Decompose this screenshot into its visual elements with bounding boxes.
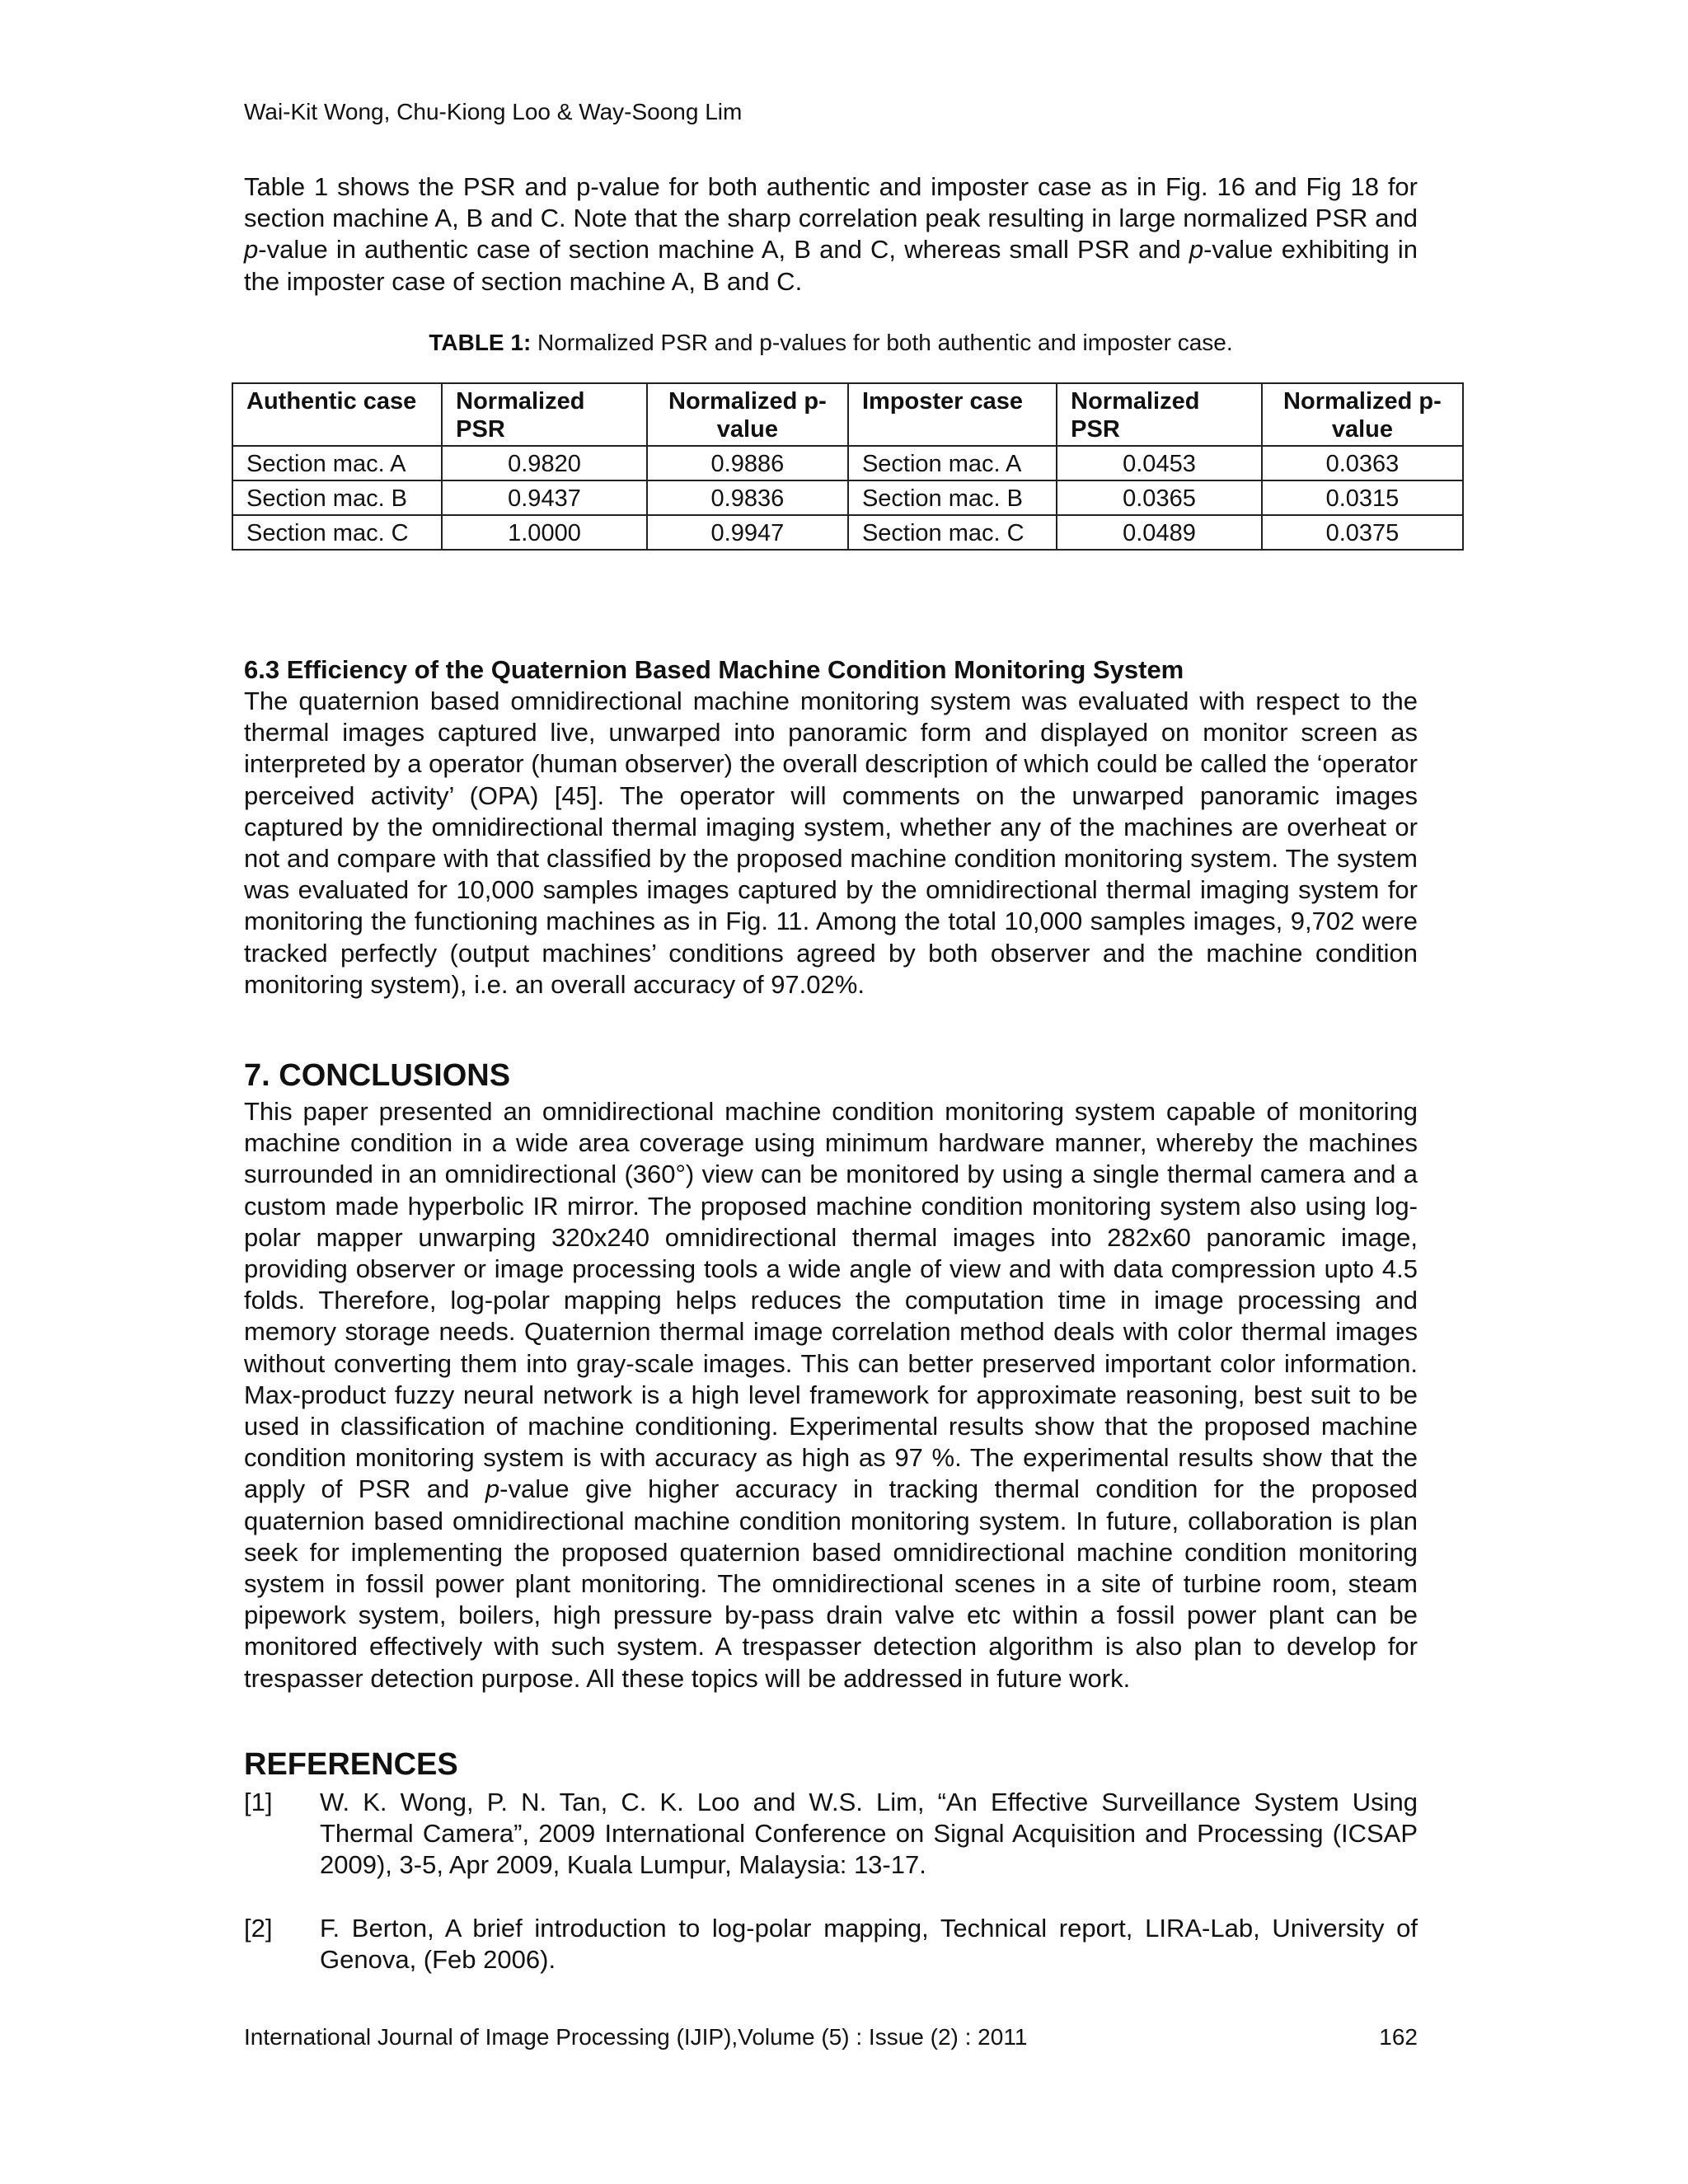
cell-imposter-case: Section mac. C — [848, 515, 1057, 550]
table-caption-text: Normalized PSR and p-values for both authentic and imposter case. — [531, 330, 1233, 355]
cell-authentic-pvalue: 0.9836 — [647, 480, 848, 515]
intro-text: Table 1 shows the PSR and p-value for both authentic and imposter case as in Fig. 16 and Fig 18 for section machine A, B and C. Note that the sharp correlation peak resulting in large normalized PSR and p-value in authentic case of section machine A, B and C, whereas small PSR and p-value exhibiting in the imposter case of section machine A, B and C. — [244, 172, 1418, 296]
cell-authentic-pvalue: 0.9947 — [647, 515, 848, 550]
header-normalized-psr-imposter: Normalized PSR — [1057, 383, 1262, 446]
reference-item — [244, 1787, 1418, 1882]
running-head: Wai-Kit Wong, Chu-Kiong Loo & Way-Soong Lim — [244, 99, 743, 124]
footer-page-number: 162 — [1379, 2024, 1418, 2050]
header-imposter-case: Imposter case — [848, 383, 1057, 446]
section-6-3 — [244, 654, 1418, 1001]
reference-number: [2] — [244, 1913, 273, 1943]
references-heading: REFERENCES — [244, 1747, 458, 1782]
cell-authentic-case: Section mac. C — [232, 515, 442, 550]
table-row — [232, 480, 1463, 515]
header-normalized-pvalue-authentic: Normalized p-value — [647, 383, 848, 446]
cell-imposter-case: Section mac. B — [848, 480, 1057, 515]
cell-authentic-psr: 1.0000 — [442, 515, 647, 550]
conclusions-heading: 7. CONCLUSIONS — [244, 1058, 511, 1093]
footer-journal: International Journal of Image Processing (IJIP),Volume (5) : Issue (2) : 2011 — [244, 2024, 1028, 2050]
cell-authentic-pvalue: 0.9886 — [647, 446, 848, 480]
reference-text: F. Berton, A brief introduction to log-polar mapping, Technical report, LIRA-Lab, University of Genova, (Feb 2006). — [320, 1913, 1418, 1974]
cell-imposter-psr: 0.0365 — [1057, 480, 1262, 515]
conclusions-body — [244, 1096, 1418, 1694]
table-row — [232, 515, 1463, 550]
intro-paragraph — [244, 171, 1418, 298]
header-normalized-pvalue-imposter: Normalized p-value — [1262, 383, 1463, 446]
cell-imposter-pvalue: 0.0375 — [1262, 515, 1463, 550]
section-6-3-heading: 6.3 Efficiency of the Quaternion Based Machine Condition Monitoring System — [244, 655, 1184, 684]
header-normalized-psr-authentic: Normalized PSR — [442, 383, 647, 446]
cell-authentic-case: Section mac. A — [232, 446, 442, 480]
cell-imposter-pvalue: 0.0363 — [1262, 446, 1463, 480]
conclusions-text: This paper presented an omnidirectional machine condition monitoring system capable of monitoring machine condition in a wide area coverage using minimum hardware manner, whereby the machines surrounded in an omnidirectional (360°) view can be monitored by using a single thermal camera and a custom made hyperbolic IR mirror. The proposed machine condition monitoring system also using log-polar mapper unwarping 320x240 omnidirectional thermal images into 282x60 panoramic image, providing observer or image processing tools a wide angle of view and with data compression upto 4.5 folds. Therefore, log-polar mapping helps reduces the computation time in image processing and memory storage needs. Quaternion thermal image correlation method deals with color thermal images without converting them into gray-scale images. This can better preserved important color information. Max-product fuzzy neural network is a high level framework for approximate reasoning, best suit to be used in classification of machine conditioning. Experimental results show that the proposed machine condition monitoring system is with accuracy as high as 97 %. The experimental results show that the apply of PSR and p-value give higher accuracy in tracking thermal condition for the proposed quaternion based omnidirectional machine condition monitoring system. In future, collaboration is plan seek for implementing the proposed quaternion based omnidirectional machine condition monitoring system in fossil power plant monitoring. The omnidirectional scenes in a site of turbine room, steam pipework system, boilers, high pressure by-pass drain valve etc within a fossil power plant can be monitored effectively with such system. A trespasser detection algorithm is also plan to develop for trespasser detection purpose. All these topics will be addressed in future work. — [244, 1097, 1418, 1693]
cell-imposter-pvalue: 0.0315 — [1262, 480, 1463, 515]
results-table — [232, 382, 1464, 551]
table-row — [232, 446, 1463, 480]
table-header-row — [232, 383, 1463, 446]
cell-authentic-case: Section mac. B — [232, 480, 442, 515]
cell-authentic-psr: 0.9437 — [442, 480, 647, 515]
table-caption-label: TABLE 1: — [429, 330, 532, 355]
references-list — [244, 1787, 1418, 2007]
cell-imposter-psr: 0.0453 — [1057, 446, 1262, 480]
header-authentic-case: Authentic case — [232, 383, 442, 446]
cell-authentic-psr: 0.9820 — [442, 446, 647, 480]
page-footer — [244, 2022, 1418, 2052]
reference-text: W. K. Wong, P. N. Tan, C. K. Loo and W.S. Lim, “An Effective Surveillance System Using Thermal Camera”, 2009 International Conference on Signal Acquisition and Processing (ICSAP 2009), 3-5, Apr 2009, Kuala Lumpur, Malaysia: 13-17. — [320, 1788, 1418, 1880]
reference-number: [1] — [244, 1788, 273, 1816]
reference-item — [244, 1913, 1418, 1975]
table-caption — [244, 328, 1418, 358]
cell-imposter-case: Section mac. A — [848, 446, 1057, 480]
cell-imposter-psr: 0.0489 — [1057, 515, 1262, 550]
section-6-3-body: The quaternion based omnidirectional machine monitoring system was evaluated with respect to the thermal images captured live, unwarped into panoramic form and displayed on monitor screen as interpreted by a operator (human observer) the overall description of which could be called the ‘operator perceived activity’ (OPA) [45]. The operator will comments on the unwarped panoramic images captured by the omnidirectional thermal imaging system, whether any of the machines are overheat or not and compare with that classified by the proposed machine condition monitoring system. The system was evaluated for 10,000 samples images captured by the omnidirectional thermal imaging system for monitoring the functioning machines as in Fig. 11. Among the total 10,000 samples images, 9,702 were tracked perfectly (output machines’ conditions agreed by both observer and the machine condition monitoring system), i.e. an overall accuracy of 97.02%. — [244, 687, 1418, 999]
